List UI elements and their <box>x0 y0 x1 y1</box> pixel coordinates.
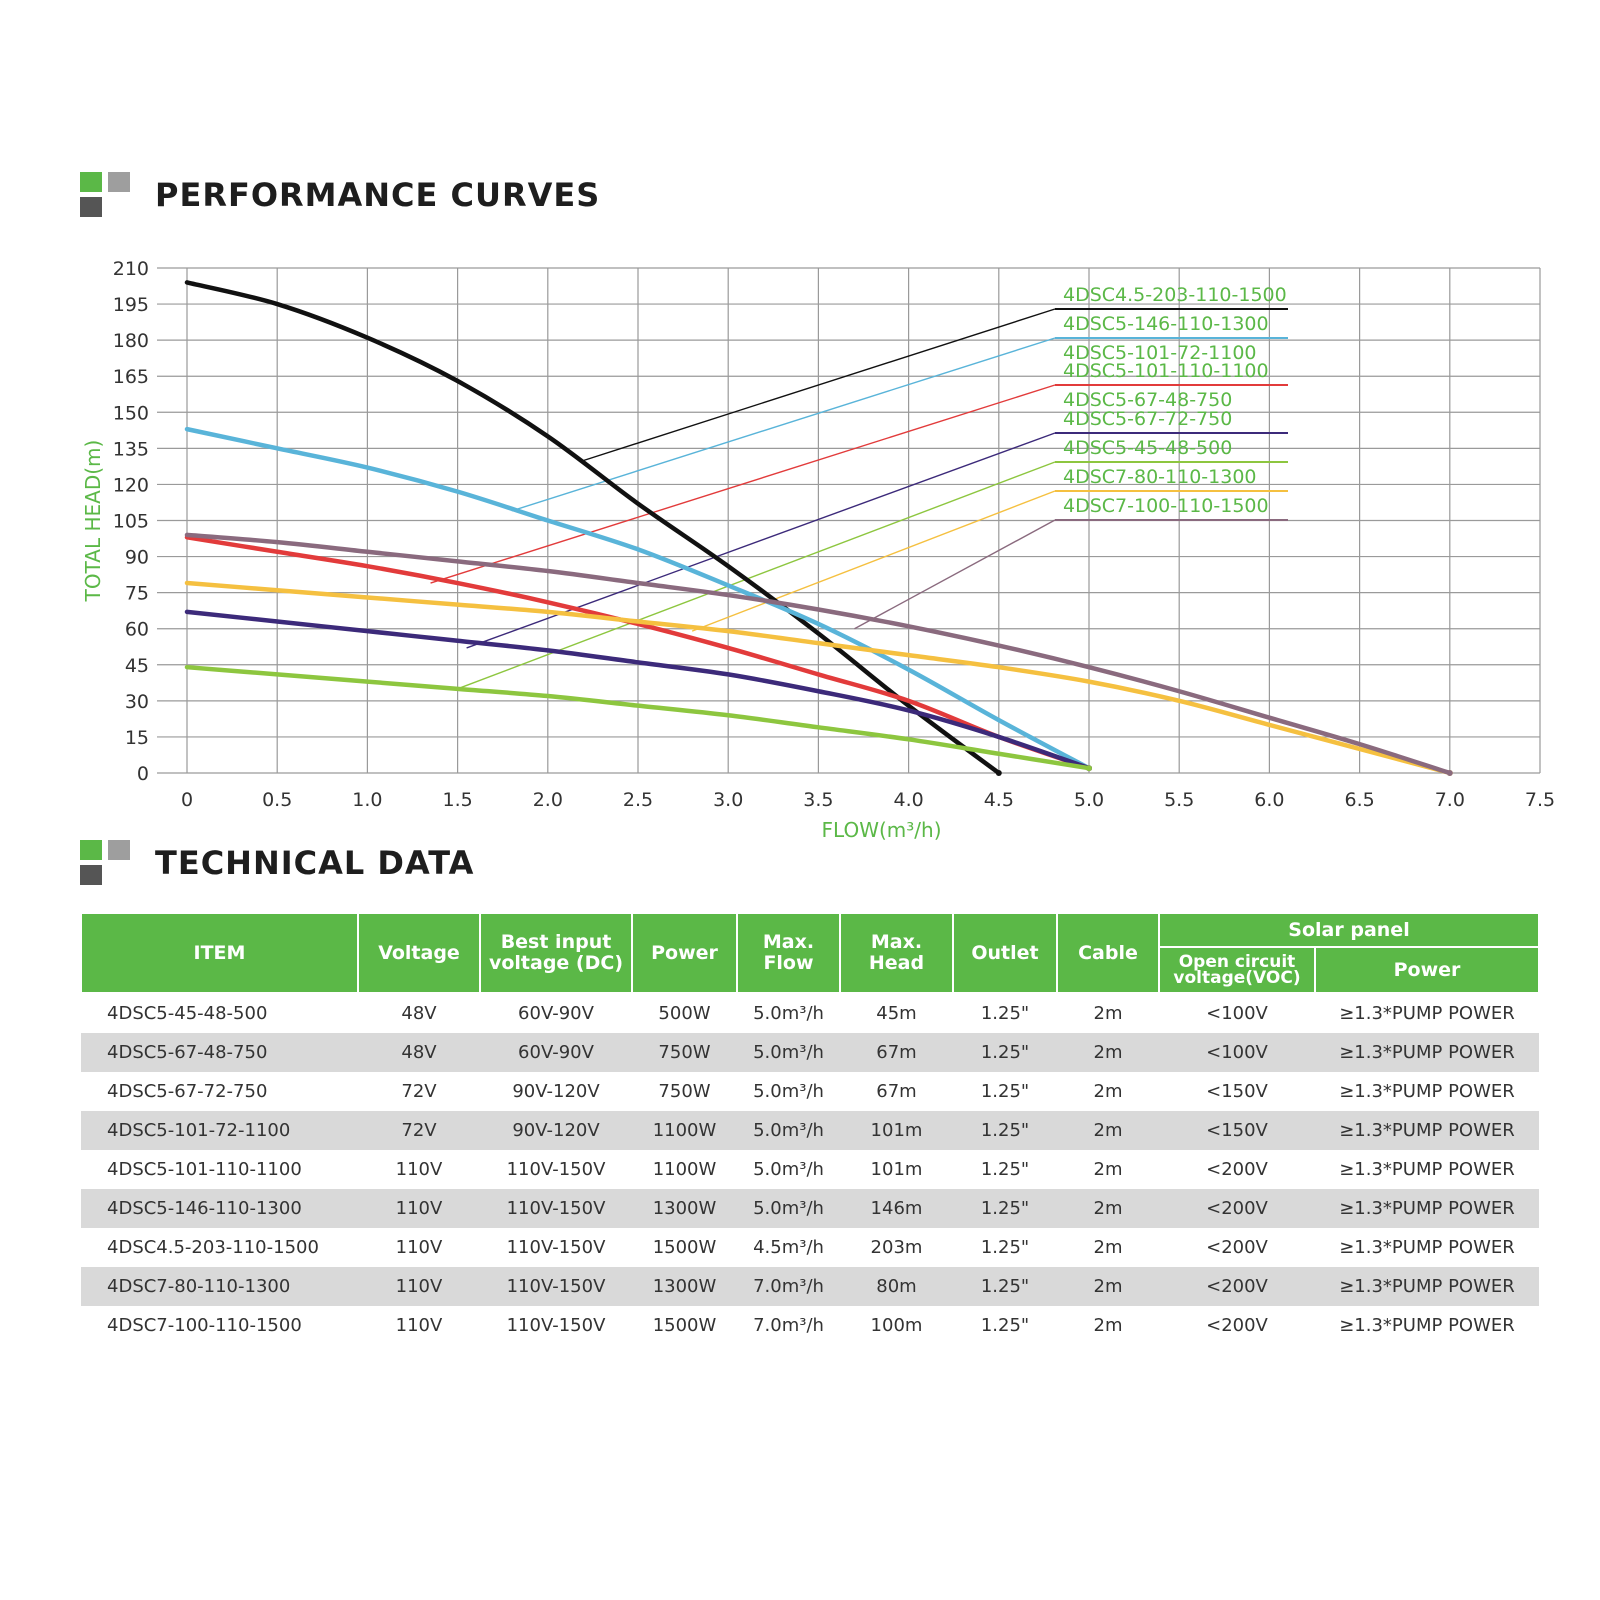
cell-cable: 2m <box>1057 1189 1159 1228</box>
cell-best-input-voltage: 90V-120V <box>480 1111 632 1150</box>
cell-best-input-voltage: 110V-150V <box>506 1315 606 1336</box>
cell-best-input-voltage: 90V-120V <box>512 1081 600 1102</box>
y-axis-label: TOTAL HEAD(m) <box>81 439 105 602</box>
cell-item: 4DSC5-101-72-1100 <box>81 1111 358 1150</box>
cell-panel-power: ≥1.3*PUMP POWER <box>1315 1189 1539 1228</box>
legend-label: 4DSC5-146-110-1300 <box>1063 313 1269 335</box>
y-tick-label: 30 <box>124 690 149 713</box>
header-best-input-voltage: Best input voltage (DC) <box>480 913 632 993</box>
cell-voltage: 110V <box>395 1159 443 1180</box>
cell-panel-power: ≥1.3*PUMP POWER <box>1315 1267 1539 1306</box>
legend-label: 4DSC5-67-72-750 <box>1063 408 1233 430</box>
legend-label: 4DSC5-101-110-1100 <box>1063 360 1269 382</box>
cell-voltage: 72V <box>358 1111 480 1150</box>
brand-squares-icon <box>80 172 132 220</box>
cell-power: 1100W <box>652 1159 717 1180</box>
y-tick-label: 195 <box>112 294 149 317</box>
cell-voltage: 110V <box>395 1315 443 1336</box>
cell-max-head: 45m <box>876 1003 917 1024</box>
cell-max-flow: 5.0m³/h <box>737 1033 840 1072</box>
y-tick-label: 90 <box>124 546 149 569</box>
x-tick-label: 6.0 <box>1254 789 1285 811</box>
cell-max-flow: 4.5m³/h <box>753 1237 824 1258</box>
y-tick-label: 135 <box>112 438 149 461</box>
cell-open-circuit-voltage: <100V <box>1206 1003 1268 1024</box>
cell-best-input-voltage: 60V-90V <box>518 1003 594 1024</box>
table-row <box>81 993 1539 1033</box>
legend-label: 4DSC5-67-48-750 <box>1063 389 1233 411</box>
legend-label: 4DSC7-80-110-1300 <box>1063 466 1257 488</box>
header-max-flow: Max. Flow <box>737 913 840 993</box>
cell-outlet: 1.25" <box>980 1315 1030 1336</box>
cell-open-circuit-voltage: <200V <box>1206 1159 1268 1180</box>
x-axis-label: FLOW(m³/h) <box>821 818 942 840</box>
legend-label: 4DSC7-100-110-1500 <box>1063 495 1269 517</box>
cell-open-circuit-voltage: <150V <box>1159 1111 1315 1150</box>
cell-panel-power: ≥1.3*PUMP POWER <box>1315 1033 1539 1072</box>
cell-item: 4DSC5-67-72-750 <box>107 1081 268 1102</box>
y-tick-label: 165 <box>112 366 149 389</box>
cell-open-circuit-voltage: <100V <box>1159 1033 1315 1072</box>
cell-cable: 2m <box>1093 1315 1123 1336</box>
y-tick-label: 60 <box>124 618 149 641</box>
cell-open-circuit-voltage: <200V <box>1206 1315 1268 1336</box>
cell-outlet: 1.25" <box>953 1267 1057 1306</box>
cell-outlet: 1.25" <box>953 1189 1057 1228</box>
cell-power: 750W <box>632 1033 737 1072</box>
cell-panel-power: ≥1.3*PUMP POWER <box>1339 1237 1515 1258</box>
x-tick-label: 2.5 <box>622 789 654 811</box>
cell-max-head: 101m <box>870 1159 923 1180</box>
cell-best-input-voltage: 110V-150V <box>506 1159 606 1180</box>
table-row <box>81 1267 1539 1306</box>
header-open-circuit-voltage: Open circuit voltage(VOC) <box>1159 947 1315 993</box>
performance-chart <box>0 240 1600 840</box>
cell-open-circuit-voltage: <200V <box>1206 1237 1268 1258</box>
x-tick-label: 1.5 <box>442 789 473 811</box>
table-row <box>81 1033 1539 1072</box>
cell-voltage: 110V <box>358 1267 480 1306</box>
cell-voltage: 48V <box>401 1003 437 1024</box>
legend-leader-line <box>584 309 1055 460</box>
header-max-head: Max. Head <box>840 913 953 993</box>
cell-item: 4DSC4.5-203-110-1500 <box>107 1237 319 1258</box>
x-tick-label: 0 <box>180 789 194 811</box>
technical-data-title: TECHNICAL DATA <box>155 844 475 882</box>
cell-max-flow: 5.0m³/h <box>753 1081 824 1102</box>
header-power: Power <box>632 913 737 993</box>
cell-max-head: 101m <box>840 1111 953 1150</box>
cell-max-head: 67m <box>840 1033 953 1072</box>
x-tick-label: 4.0 <box>893 789 924 811</box>
cell-max-head: 67m <box>876 1081 917 1102</box>
cell-best-input-voltage: 110V-150V <box>480 1267 632 1306</box>
x-tick-label: 7.5 <box>1524 789 1556 811</box>
cell-outlet: 1.25" <box>980 1159 1030 1180</box>
legend-label: 4DSC5-45-48-500 <box>1063 437 1233 459</box>
curve-end-point <box>996 770 1002 776</box>
table-row <box>81 1150 1539 1189</box>
technical-data-table <box>80 912 1540 1345</box>
cell-open-circuit-voltage: <200V <box>1159 1189 1315 1228</box>
cell-panel-power: ≥1.3*PUMP POWER <box>1339 1159 1515 1180</box>
cell-best-input-voltage: 60V-90V <box>480 1033 632 1072</box>
cell-power: 1500W <box>652 1237 717 1258</box>
cell-voltage: 110V <box>358 1189 480 1228</box>
cell-outlet: 1.25" <box>953 1111 1057 1150</box>
cell-cable: 2m <box>1057 1033 1159 1072</box>
x-tick-label: 4.5 <box>983 789 1014 811</box>
y-tick-label: 120 <box>112 474 149 497</box>
header-item: ITEM <box>81 913 358 993</box>
cell-best-input-voltage: 110V-150V <box>506 1237 606 1258</box>
cell-cable: 2m <box>1057 1111 1159 1150</box>
cell-cable: 2m <box>1057 1267 1159 1306</box>
cell-max-head: 146m <box>840 1189 953 1228</box>
cell-power: 1100W <box>632 1111 737 1150</box>
cell-cable: 2m <box>1093 1081 1123 1102</box>
cell-outlet: 1.25" <box>980 1237 1030 1258</box>
cell-voltage: 72V <box>401 1081 437 1102</box>
cell-max-head: 80m <box>840 1267 953 1306</box>
cell-open-circuit-voltage: <150V <box>1206 1081 1268 1102</box>
brand-squares-icon <box>80 840 132 888</box>
cell-max-head: 203m <box>870 1237 923 1258</box>
y-tick-label: 0 <box>136 763 149 785</box>
x-tick-label: 0.5 <box>262 789 293 811</box>
y-tick-label: 105 <box>112 510 149 533</box>
curve-end-point <box>1447 770 1453 776</box>
table-row <box>81 1189 1539 1228</box>
cell-power: 500W <box>658 1003 711 1024</box>
x-tick-label: 5.0 <box>1073 789 1105 811</box>
table-row <box>81 1111 1539 1150</box>
y-tick-label: 15 <box>124 726 149 749</box>
cell-panel-power: ≥1.3*PUMP POWER <box>1339 1081 1515 1102</box>
x-tick-label: 3.0 <box>713 789 744 811</box>
cell-power: 1300W <box>632 1189 737 1228</box>
x-tick-label: 3.5 <box>803 789 834 811</box>
y-tick-label: 210 <box>112 258 149 280</box>
legend-leader-line <box>854 520 1055 629</box>
header-solar-panel: Solar panel <box>1159 913 1539 947</box>
cell-max-flow: 5.0m³/h <box>737 1111 840 1150</box>
x-tick-label: 2.0 <box>532 789 563 811</box>
cell-item: 4DSC5-45-48-500 <box>107 1003 268 1024</box>
cell-panel-power: ≥1.3*PUMP POWER <box>1339 1003 1515 1024</box>
y-tick-label: 150 <box>112 402 149 425</box>
cell-max-flow: 7.0m³/h <box>737 1267 840 1306</box>
table-row <box>81 1228 1539 1267</box>
legend-label: 4DSC4.5-203-110-1500 <box>1063 284 1287 306</box>
cell-max-flow: 5.0m³/h <box>737 1189 840 1228</box>
cell-cable: 2m <box>1093 1159 1123 1180</box>
cell-outlet: 1.25" <box>980 1003 1030 1024</box>
cell-voltage: 110V <box>395 1237 443 1258</box>
cell-max-flow: 7.0m³/h <box>753 1315 824 1336</box>
y-tick-label: 45 <box>124 654 149 677</box>
cell-item: 4DSC5-101-110-1100 <box>107 1159 302 1180</box>
cell-voltage: 48V <box>358 1033 480 1072</box>
legend-label: 4DSC5-101-72-1100 <box>1063 342 1257 364</box>
curve-end-point <box>1086 765 1092 771</box>
x-tick-label: 6.5 <box>1344 789 1375 811</box>
cell-open-circuit-voltage: <200V <box>1159 1267 1315 1306</box>
cell-item: 4DSC5-146-110-1300 <box>81 1189 358 1228</box>
header-outlet: Outlet <box>953 913 1057 993</box>
cell-item: 4DSC5-67-48-750 <box>81 1033 358 1072</box>
cell-cable: 2m <box>1093 1003 1123 1024</box>
y-tick-label: 180 <box>112 330 149 353</box>
cell-outlet: 1.25" <box>953 1033 1057 1072</box>
cell-cable: 2m <box>1093 1237 1123 1258</box>
cell-max-flow: 5.0m³/h <box>753 1003 824 1024</box>
cell-item: 4DSC7-80-110-1300 <box>81 1267 358 1306</box>
cell-outlet: 1.25" <box>980 1081 1030 1102</box>
technical-data-body <box>81 993 1539 1345</box>
cell-max-flow: 5.0m³/h <box>753 1159 824 1180</box>
cell-best-input-voltage: 110V-150V <box>480 1189 632 1228</box>
table-row <box>81 1306 1539 1345</box>
header-voltage: Voltage <box>358 913 480 993</box>
performance-curves-title: PERFORMANCE CURVES <box>155 176 601 214</box>
header-panel-power: Power <box>1315 947 1539 993</box>
legend-leader-line <box>692 491 1055 631</box>
cell-max-head: 100m <box>870 1315 923 1336</box>
cell-panel-power: ≥1.3*PUMP POWER <box>1339 1315 1515 1336</box>
cell-power: 1500W <box>652 1315 717 1336</box>
technical-data-table-wrap <box>80 912 1538 1345</box>
cell-panel-power: ≥1.3*PUMP POWER <box>1315 1111 1539 1150</box>
x-tick-label: 1.0 <box>352 789 383 811</box>
y-tick-label: 75 <box>124 582 149 605</box>
cell-power: 750W <box>658 1081 711 1102</box>
cell-item: 4DSC7-100-110-1500 <box>107 1315 302 1336</box>
header-cable: Cable <box>1057 913 1159 993</box>
legend-leader-line <box>467 433 1055 648</box>
x-tick-label: 7.0 <box>1434 789 1465 811</box>
x-tick-label: 5.5 <box>1164 789 1195 811</box>
table-row <box>81 1072 1539 1111</box>
cell-power: 1300W <box>632 1267 737 1306</box>
